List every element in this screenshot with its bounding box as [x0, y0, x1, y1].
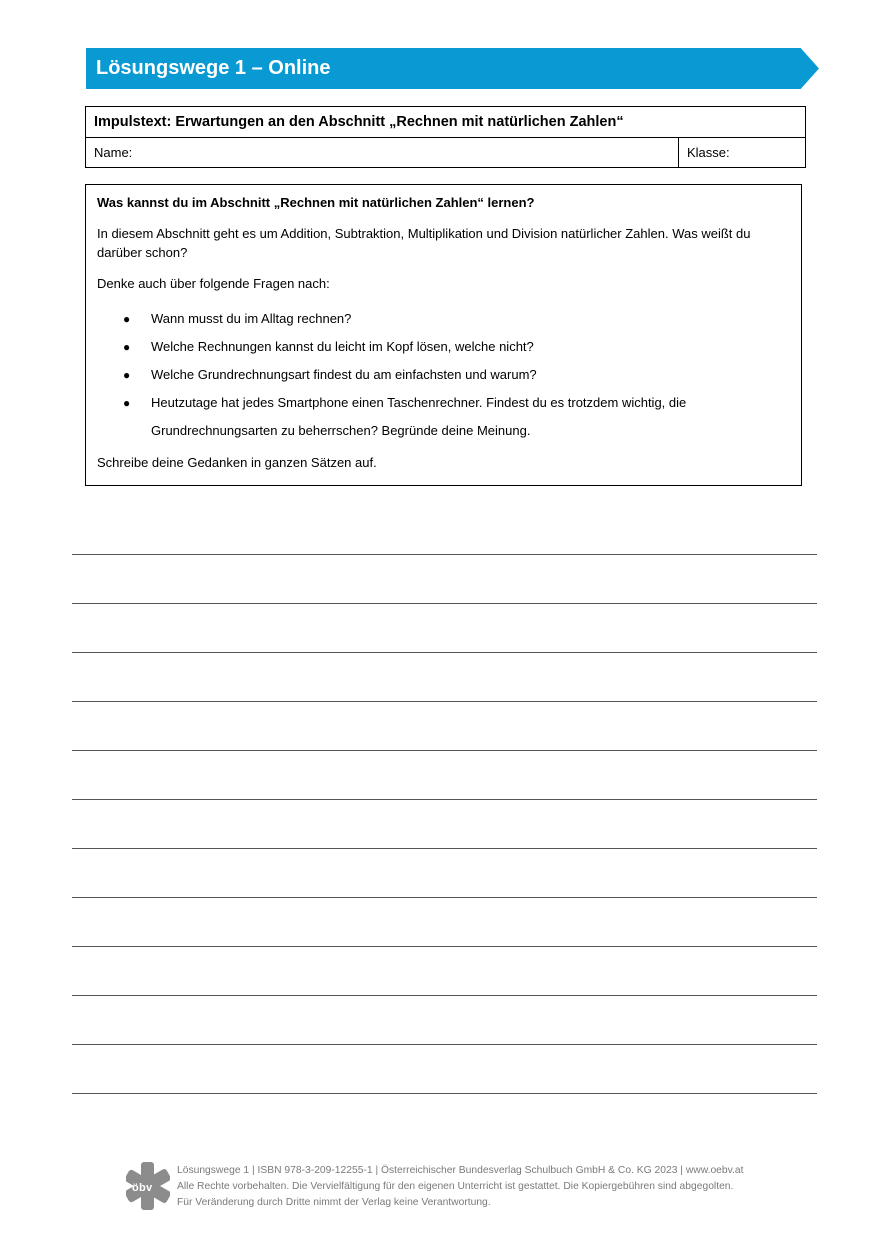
- writing-lines: [72, 554, 817, 1142]
- bullet-icon: ●: [123, 396, 131, 410]
- question-text: Welche Grundrechnungsart findest du am einfachsten und warum?: [151, 367, 537, 382]
- name-field: Name:: [86, 138, 679, 168]
- question-item: [97, 389, 790, 445]
- writing-line: [72, 603, 817, 652]
- question-text: Heutzutage hat jedes Smartphone einen Taschenrechner. Findest du es trotzdem wichtig, die Grundrechnungsarten zu beherrschen? Begründe deine Meinung.: [151, 395, 687, 438]
- question-text: Wann musst du im Alltag rechnen?: [151, 311, 352, 326]
- writing-line: [72, 897, 817, 946]
- task-prompt: Denke auch über folgende Fragen nach:: [97, 276, 330, 291]
- footer-line: Lösungswege 1 | ISBN 978-3-209-12255-1 | Österreichischer Bundesverlag Schulbuch GmbH & Co. KG 2023 | www.oebv.at: [177, 1165, 744, 1176]
- question-text: Welche Rechnungen kannst du leicht im Kopf lösen, welche nicht?: [151, 339, 534, 354]
- bullet-icon: ●: [123, 368, 131, 382]
- writing-line: [72, 652, 817, 701]
- footer-text: [177, 1163, 743, 1211]
- writing-line: [72, 995, 817, 1044]
- worksheet-title: Impulstext: Erwartungen an den Abschnitt „Rechnen mit natürlichen Zahlen“: [86, 107, 806, 138]
- question-item: [97, 305, 790, 333]
- class-field: Klasse:: [679, 138, 806, 168]
- banner-title: Lösungswege 1 – Online: [96, 57, 331, 79]
- writing-line: [72, 750, 817, 799]
- task-closing: Schreibe deine Gedanken in ganzen Sätzen auf.: [97, 455, 377, 470]
- footer-line: Für Veränderung durch Dritte nimmt der Verlag keine Verantwortung.: [177, 1197, 491, 1208]
- worksheet-header-table: [85, 106, 806, 168]
- writing-line: [72, 701, 817, 750]
- question-list: [97, 305, 790, 445]
- question-item: [97, 361, 790, 389]
- footer-line: Alle Rechte vorbehalten. Die Vervielfältigung für den eigenen Unterricht ist gestattet. Die Kopiergebühren sind abgegolten.: [177, 1181, 734, 1192]
- writing-line: [72, 946, 817, 995]
- writing-line: [72, 1044, 817, 1093]
- writing-line: [72, 848, 817, 897]
- writing-line: [72, 799, 817, 848]
- footer: [126, 1162, 806, 1214]
- writing-line: [72, 554, 817, 603]
- publisher-logo-text: öbv: [132, 1182, 153, 1194]
- bullet-icon: ●: [123, 312, 131, 326]
- question-item: [97, 333, 790, 361]
- publisher-logo-icon: [126, 1162, 170, 1210]
- writing-line: [72, 1093, 817, 1142]
- bullet-icon: ●: [123, 340, 131, 354]
- task-intro: In diesem Abschnitt geht es um Addition, Subtraktion, Multiplikation und Division natürlicher Zahlen. Was weißt du darüber schon?: [97, 226, 751, 260]
- task-box: [85, 184, 802, 486]
- task-heading: Was kannst du im Abschnitt „Rechnen mit natürlichen Zahlen“ lernen?: [97, 195, 535, 210]
